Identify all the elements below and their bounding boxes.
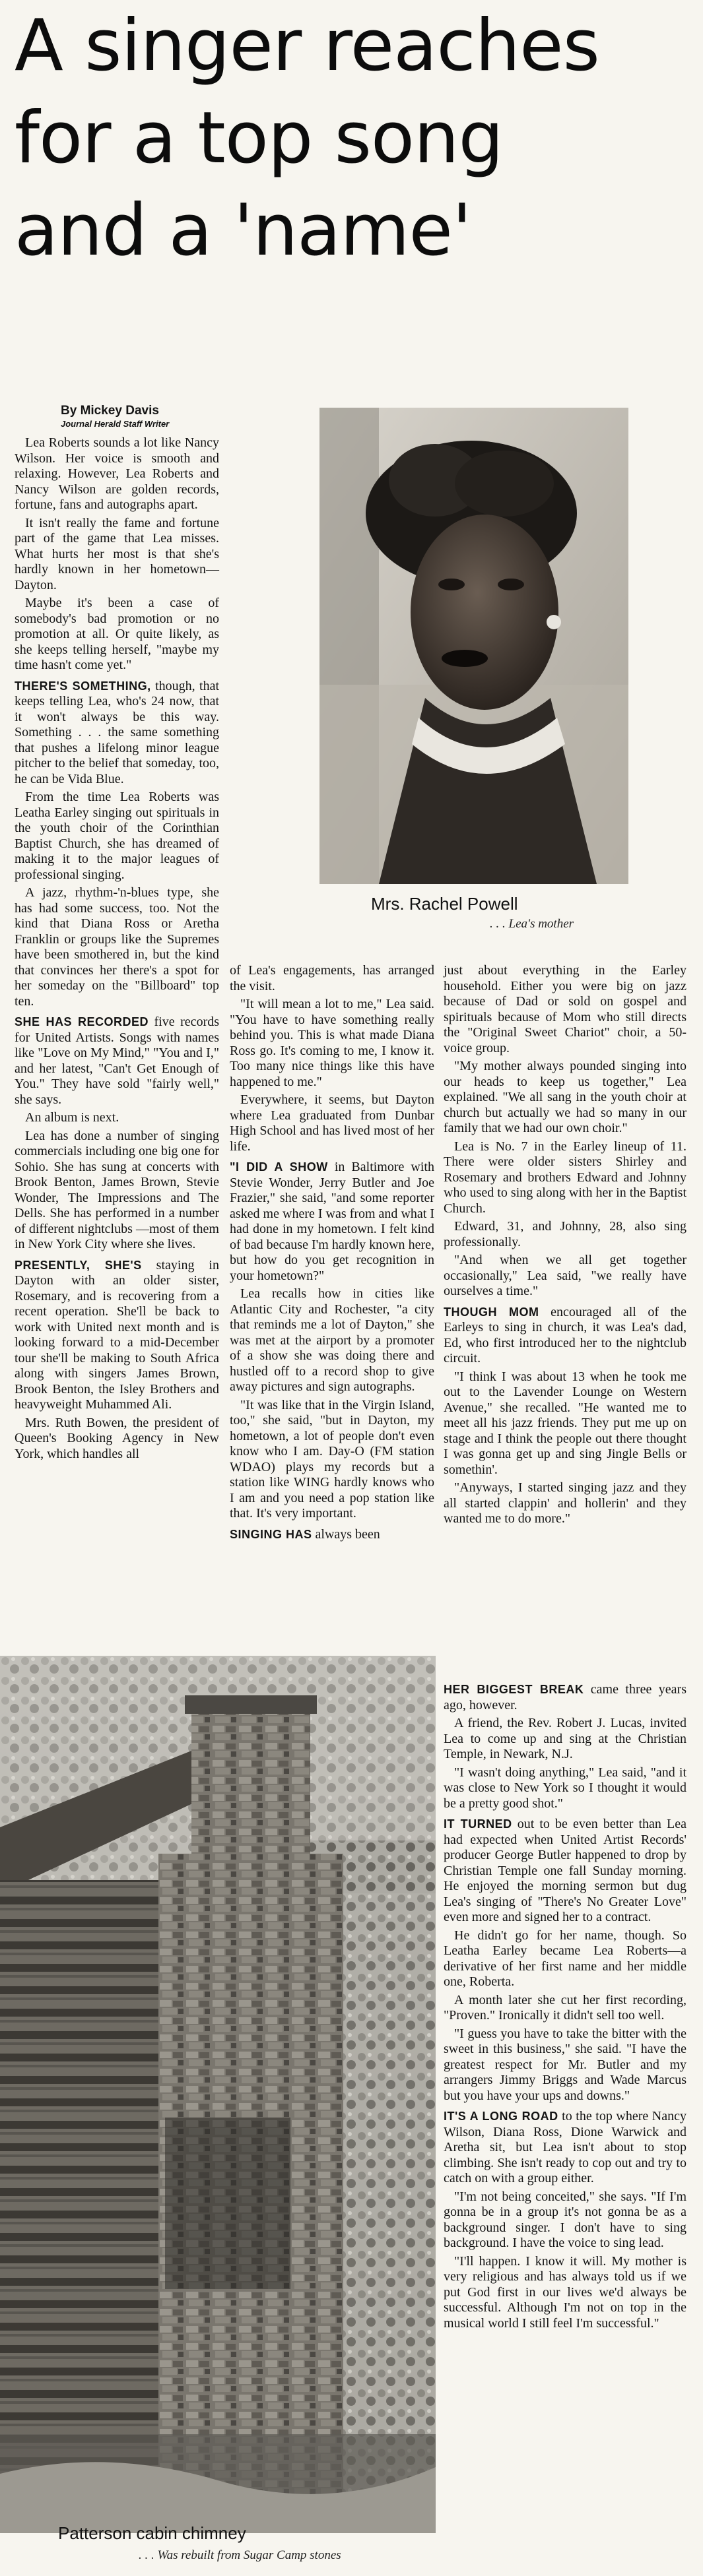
paragraph: Lea has done a number of singing commercials including one big one for Sohio. She has sung at concerts with Brook Benton, James Brown, Stevie Wonder, The Impressions and The Dells. She has performed in a number of different nightclubs —most of them in New York City where she lives. <box>15 1128 219 1251</box>
subhead-lead: PRESENTLY, SHE'S <box>15 1258 142 1272</box>
paragraph-text: staying in Dayton with an older sister, Rosemary, and is recovering from a recent operation. She'll be back to work with United next month and is looking forward to a mid-December tour she'll be making to South Africa along with singers James Brown, Brook Benton, the Isley Brothers and heavyweight Muhammed Ali. <box>15 1257 219 1412</box>
cabin-image <box>0 1656 436 2533</box>
subhead-paragraph <box>230 1527 434 1543</box>
subhead-lead: THERE'S SOMETHING, <box>15 679 151 693</box>
paragraph-text: out to be even better than Lea had expected when United Artist Records' producer George Butler happened to drop by Christian Temple one fall Sunday morning. He enjoyed the morning sermon but dug Lea's singing of "There's No Greater Love" even more and signed her to a contract. <box>444 1817 686 1924</box>
portrait-photo <box>319 408 628 884</box>
paragraph: Lea recalls how in cities like Atlantic City and Rochester, "a city that reminds me a lot of Dayton," she was met at the airport by a promoter of a show she was doing there and hustled off to a record shop to give away pictures and sign autographs. <box>230 1286 434 1394</box>
subhead-lead: IT'S A LONG ROAD <box>444 2110 558 2123</box>
paragraph: "Anyways, I started singing jazz and they all started clappin' and hollerin' and they wanted me to do more." <box>444 1480 686 1526</box>
paragraph: of Lea's engagements, has arranged the visit. <box>230 963 434 993</box>
paragraph-text: always been <box>312 1526 380 1542</box>
headline <box>15 0 694 277</box>
paragraph-text: in Baltimore with Stevie Wonder, Jerry Butler and Joe Frazier," she said, "and some reporter asked me where I was from and what I had done in my hometown. I felt kind of bad because I'm hardly known here, but how do you get recognition in your hometown?" <box>230 1160 434 1283</box>
headline-line-2: for a top song <box>15 97 503 179</box>
subhead-paragraph <box>15 1258 219 1413</box>
headline-line-1: A singer reaches <box>15 5 599 87</box>
byline-title: Journal Herald Staff Writer <box>61 419 170 429</box>
cabin-caption-subtitle: . . . Was rebuilt from Sugar Camp stones <box>139 2548 341 2562</box>
byline-author: By Mickey Davis <box>61 404 159 418</box>
paragraph: "My mother always pounded singing into our heads to keep us together," Lea explained. "We all sang in the youth choir at church but actually we had so many in our family that we had our own choir." <box>444 1059 686 1135</box>
paragraph: "I guess you have to take the bitter with the sweet in this business," she said. "I have the greatest respect for Mr. Butler and my arrangers Jimmy Briggs and Wade Marcus but you have your ups and downs." <box>444 2026 686 2103</box>
paragraph: He didn't go for her name, though. So Leatha Earley became Lea Roberts—a derivative of her first name and her middle one, Roberta. <box>444 1928 686 1989</box>
subhead-paragraph <box>230 1160 434 1284</box>
paragraph: "I'm not being conceited," she says. "If I'm gonna be in a group it's not gonna be as a background singer. I don't have to sing background. I have the voice to sing lead. <box>444 2189 686 2250</box>
paragraph: "It was like that in the Virgin Island, too," she said, "but in Dayton, my hometown, a lot of people don't even know who I am. Day-O (FM station WDAO) plays my records but a station like WING hardly knows who I am and you need a pop station like that. It's very important. <box>230 1397 434 1521</box>
paragraph-text: encouraged all of the Earleys to sing in church, it was Lea's dad, Ed, who first introduced her to the nightclub circuit. <box>444 1304 686 1366</box>
paragraph: An album is next. <box>25 1110 119 1125</box>
cabin-photo <box>0 1656 436 2533</box>
paragraph: "I'll happen. I know it will. My mother is very religious and has always told us if we put God first in our lives we'd always be successful. Although I'm not on top in the musical world I still feel I'm successful." <box>444 2253 686 2331</box>
paragraph: A month later she cut her first recording, "Proven." Ironically it didn't sell too well. <box>444 1992 686 2023</box>
subhead-lead: IT TURNED <box>444 1817 512 1831</box>
subhead-lead: HER BIGGEST BREAK <box>444 1683 584 1696</box>
portrait-image <box>319 408 628 884</box>
paragraph: Everywhere, it seems, but Dayton where Lea graduated from Dunbar High School and has lived most of her life. <box>230 1092 434 1154</box>
portrait-caption-subtitle: . . . Lea's mother <box>490 917 574 931</box>
paragraph: Lea Roberts sounds a lot like Nancy Wilson. Her voice is smooth and relaxing. However, Lea Roberts and Nancy Wilson are golden records, fortune, fans and autographs apart. <box>15 435 219 512</box>
portrait-caption-name: Mrs. Rachel Powell <box>371 894 518 914</box>
paragraph-text: though, that keeps telling Lea, who's 24 now, that it won't always be this way. Something . . . the same something that pushes a lifelong minor league pitcher to the belief that someday, too, he can be Vida Blue. <box>15 678 220 786</box>
paragraph: A friend, the Rev. Robert J. Lucas, invited Lea to come up and sing at the Christian Temple, in Newark, N.J. <box>444 1716 686 1761</box>
article-column-1 <box>15 435 219 1464</box>
subhead-paragraph <box>444 2109 686 2187</box>
article-column-3-continued <box>444 1677 686 2334</box>
paragraph: Mrs. Ruth Bowen, the president of Queen's Booking Agency in New York, which handles all <box>15 1415 219 1461</box>
paragraph: "And when we all get together occasionally," Lea said, "we really have ourselves a time." <box>444 1253 686 1298</box>
paragraph: Maybe it's been a case of somebody's bad promotion or no promotion at all. Or quite likely, as she keeps telling herself, "maybe my time hasn't come yet." <box>15 596 219 672</box>
subhead-paragraph <box>15 679 219 788</box>
headline-line-3: and a 'name' <box>15 189 471 272</box>
subhead-lead: "I DID A SHOW <box>230 1160 328 1174</box>
cabin-caption-name: Patterson cabin chimney <box>58 2523 246 2543</box>
paragraph: Edward, 31, and Johnny, 28, also sing professionally. <box>444 1219 686 1249</box>
paragraph-text: to the top where Nancy Wilson, Diana Ross, Dione Warwick and Aretha sit, but Lea isn't about to stop climbing. She isn't ready to cop out and try to catch on with a group either. <box>444 2109 686 2185</box>
paragraph-text: came three years ago, however. <box>444 1682 686 1712</box>
paragraph: It isn't really the fame and fortune part of the game that Lea misses. What hurts her most is that she's hardly known in her hometown—Dayton. <box>15 515 219 592</box>
paragraph: From the time Lea Roberts was Leatha Earley singing out spirituals in the youth choir of the Corinthian Baptist Church, she has dreamed of making it to the major leagues of professional singing. <box>15 790 219 882</box>
subhead-lead: THOUGH MOM <box>444 1305 539 1319</box>
article-column-2 <box>230 963 434 1545</box>
paragraph: "I think I was about 13 when he took me out to the Lavender Lounge on Western Avenue," she recalled. "He wanted me to meet all his jazz friends. They put me up on stage and I think the people out there thought I was gonna get up and sing Jingle Bells or somethin'. <box>444 1369 686 1477</box>
subhead-paragraph <box>444 1305 686 1367</box>
article-column-3 <box>444 963 686 1530</box>
paragraph: just about everything in the Earley household. Either you were big on jazz because of Dad or sold on gospel and spirituals because of Mom who still directs the "Original Sweet Chariot" choir, a 50-voice group. <box>444 963 686 1055</box>
paragraph: "It will mean a lot to me," Lea said. "You have to have something really behind you. This is what made Diana Ross go. It's coming to me, I know it. Too many nice things like this have happened to me." <box>230 997 434 1089</box>
subhead-lead: SHE HAS RECORDED <box>15 1015 149 1028</box>
paragraph: Lea is No. 7 in the Earley lineup of 11. There were older sisters Shirley and Rosemary and brothers Edward and Johnny who used to sing along with her in the Baptist Church. <box>444 1139 686 1216</box>
paragraph-text: five records for United Artists. Songs with names like "Love on My Mind," "You and I," and her latest, "Can't Get Enough of You." They have sold "fairly well," she says. <box>15 1015 220 1107</box>
subhead-paragraph <box>15 1015 219 1108</box>
subhead-paragraph <box>444 1682 686 1713</box>
subhead-paragraph <box>444 1817 686 1926</box>
paragraph: "I wasn't doing anything," Lea said, "and it was close to New York so I thought it would be a pretty good shot." <box>444 1765 686 1811</box>
paragraph: A jazz, rhythm-'n-blues type, she has had some success, too. Not the kind that Diana Ross or Aretha Franklin or groups like the Supremes have been smothered in, but the kind that convinces her there's a spot for her someday on the "Billboard" top ten. <box>15 885 219 1009</box>
subhead-lead: SINGING HAS <box>230 1527 312 1541</box>
